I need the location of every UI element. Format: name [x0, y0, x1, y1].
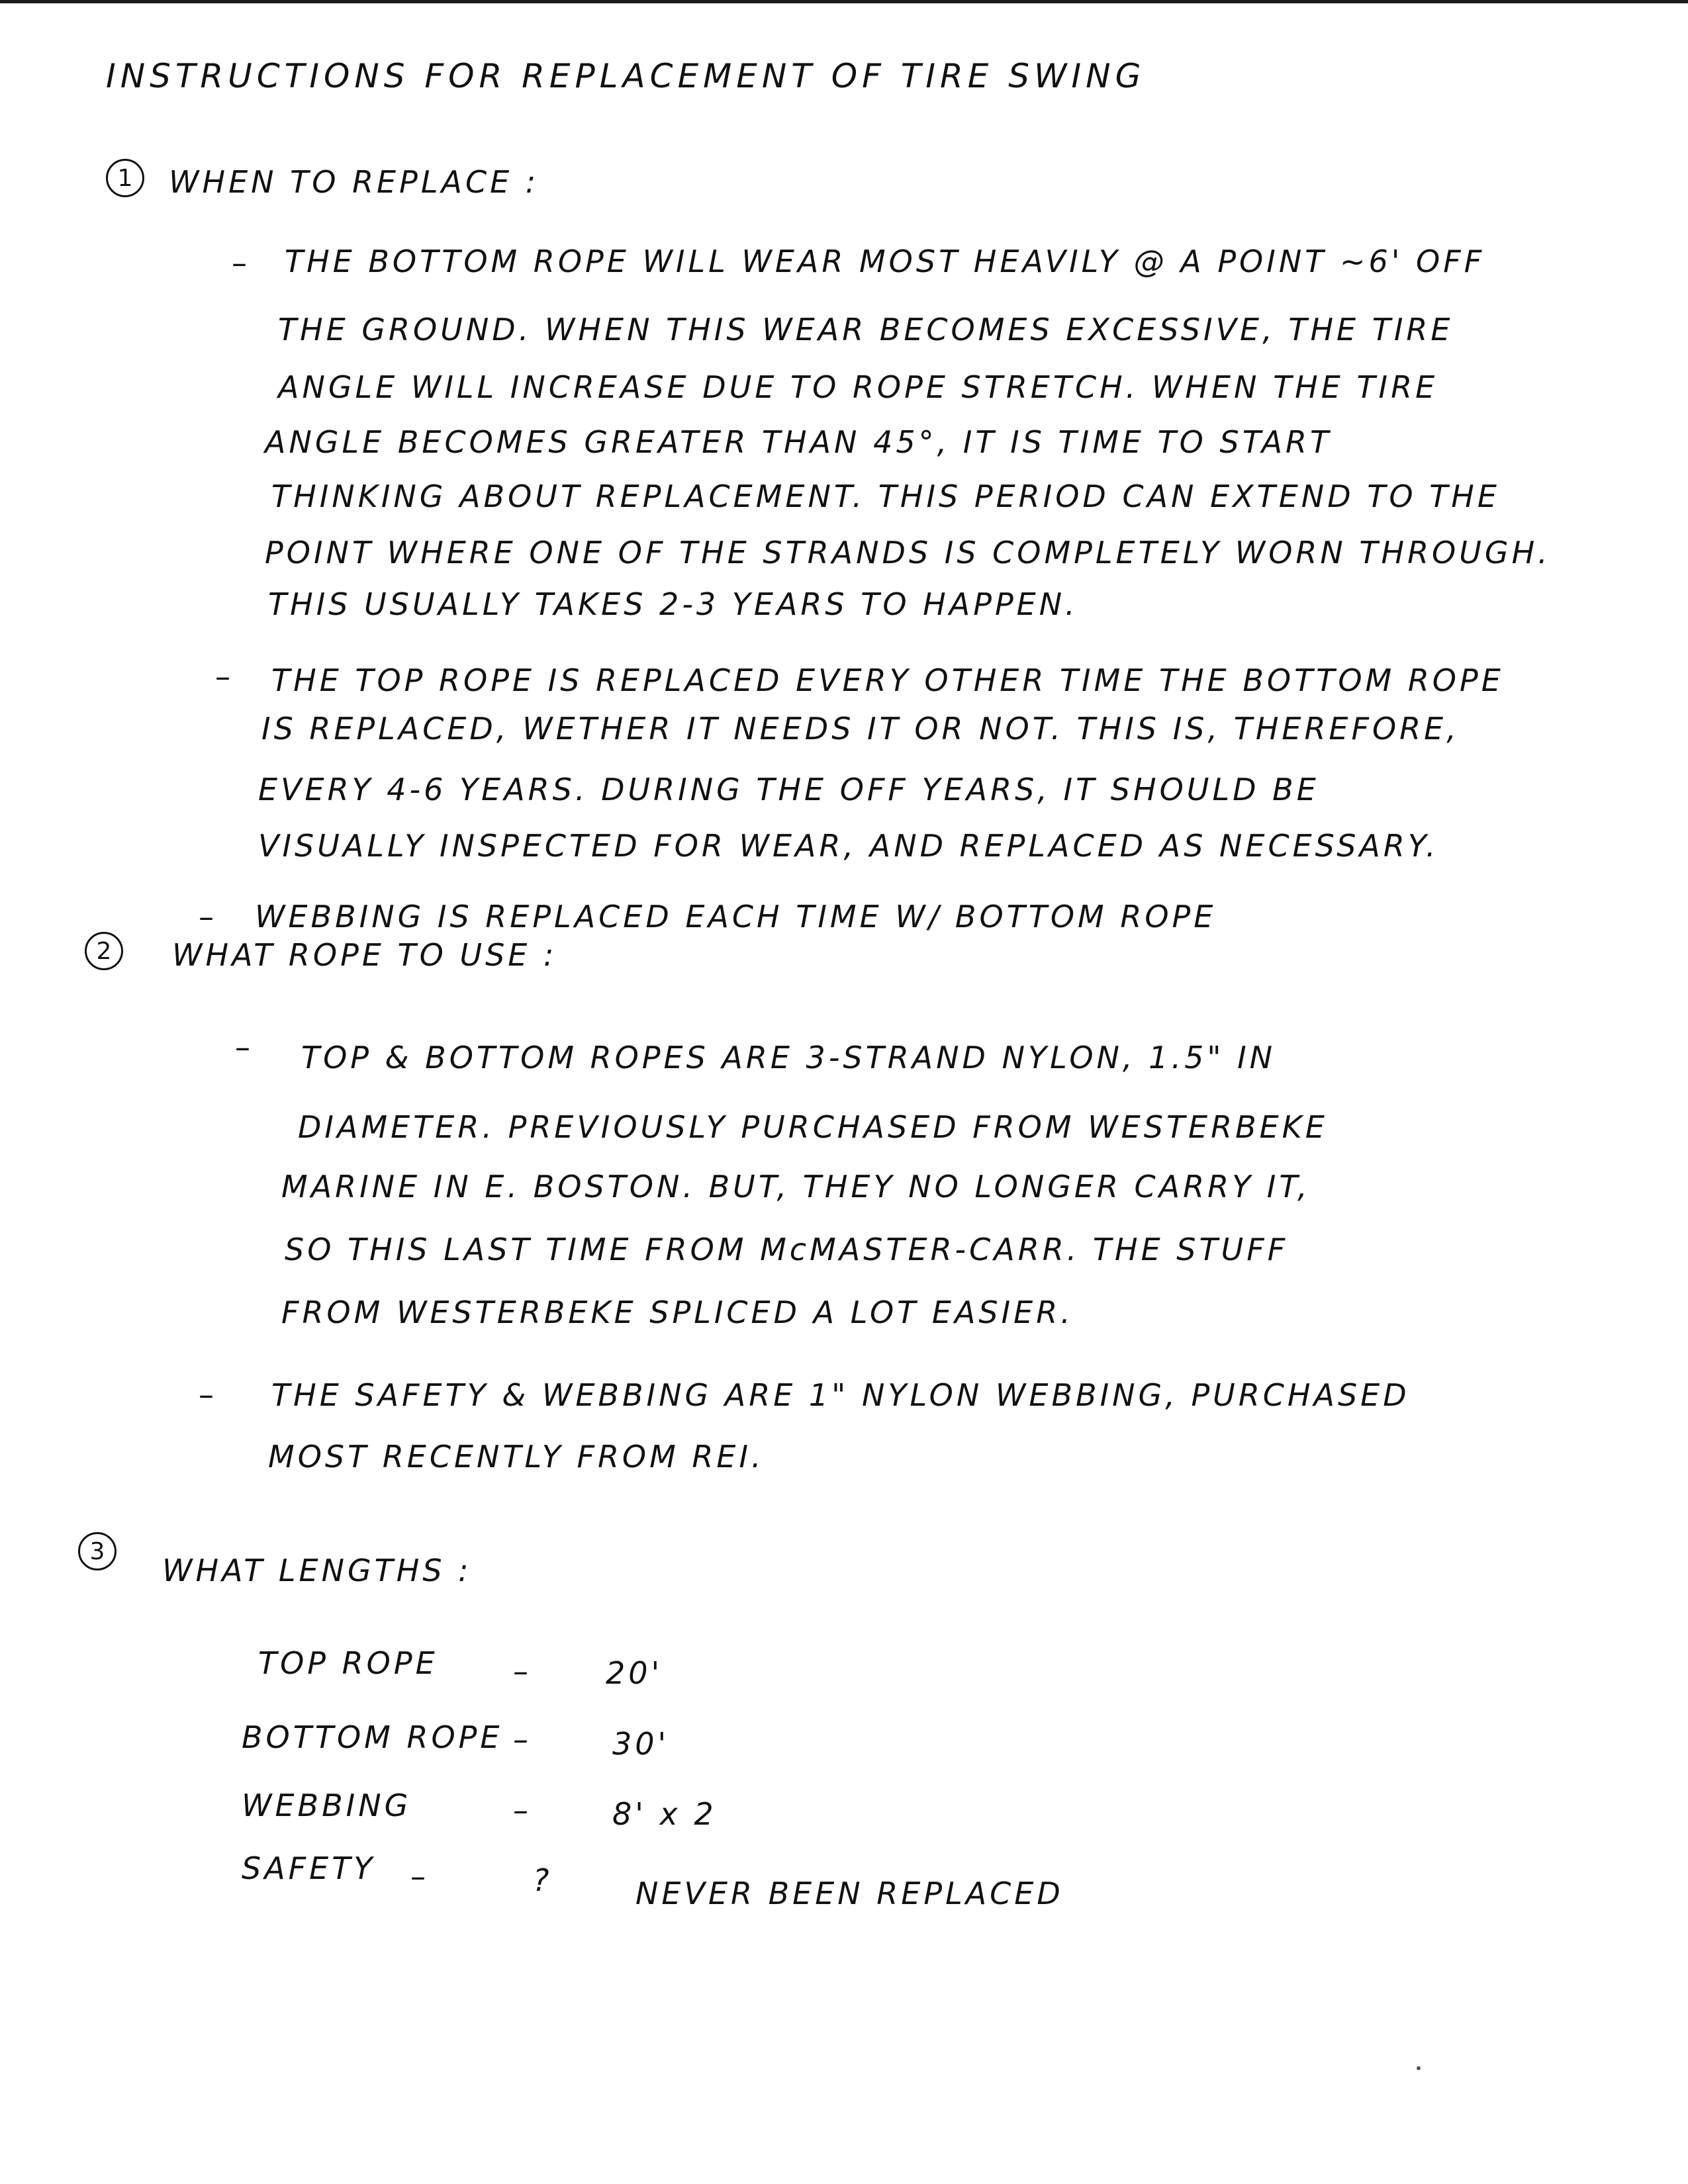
section-2-item-1-line-1: TOP & BOTTOM ROPES ARE 3-STRAND NYLON, 1.5" IN	[301, 1040, 1276, 1075]
section-2-item-1-dash: –	[235, 1029, 250, 1065]
section-1-item-1-line-2: THE GROUND. WHEN THIS WEAR BECOMES EXCESSIVE, THE TIRE	[278, 312, 1454, 347]
section-1-item-2-dash: –	[215, 659, 230, 694]
page-title: INSTRUCTIONS FOR REPLACEMENT OF TIRE SWING	[106, 57, 1146, 95]
section-2-item-2-line-1: THE SAFETY & WEBBING ARE 1" NYLON WEBBING, PURCHASED	[271, 1377, 1410, 1413]
section-1-item-2-line-2: IS REPLACED, WETHER IT NEEDS IT OR NOT. THIS IS, THEREFORE,	[261, 711, 1460, 747]
section-1-item-2-line-3: EVERY 4-6 YEARS. DURING THE OFF YEARS, IT SHOULD BE	[258, 772, 1319, 807]
length-item-top-rope: TOP ROPE	[258, 1645, 438, 1681]
section-1-item-1-line-7: THIS USUALLY TAKES 2-3 YEARS TO HAPPEN.	[268, 586, 1078, 622]
section-2-item-2-dash: –	[199, 1377, 214, 1412]
section-1-item-2-line-1: THE TOP ROPE IS REPLACED EVERY OTHER TIME THE BOTTOM ROPE	[271, 662, 1504, 698]
length-sep-webbing: –	[513, 1792, 532, 1828]
section-2-item-1-line-5: FROM WESTERBEKE SPLICED A LOT EASIER.	[281, 1295, 1074, 1330]
section-2-item-1-line-3: MARINE IN E. BOSTON. BUT, THEY NO LONGER CARRY IT,	[281, 1169, 1311, 1205]
length-item-bottom-rope: BOTTOM ROPE	[242, 1719, 503, 1755]
section-3-number: 3	[78, 1532, 117, 1570]
section-1-item-1-line-4: ANGLE BECOMES GREATER THAN 45°, IT IS TIME TO START	[265, 424, 1333, 460]
length-value-bottom-rope: 30'	[612, 1726, 670, 1762]
section-2-item-2-line-2: MOST RECENTLY FROM REI.	[268, 1439, 765, 1475]
scan-top-edge	[0, 0, 1688, 3]
length-sep-top-rope: –	[513, 1653, 532, 1689]
section-1-item-3-dash: –	[199, 899, 214, 934]
section-2-heading: WHAT ROPE TO USE :	[172, 937, 557, 973]
section-1-item-2-line-4: VISUALLY INSPECTED FOR WEAR, AND REPLACED AS NECESSARY.	[258, 828, 1439, 864]
section-1-item-1-line-5: THINKING ABOUT REPLACEMENT. THIS PERIOD CAN EXTEND TO THE	[271, 478, 1500, 514]
length-sep-bottom-rope: –	[513, 1721, 532, 1757]
length-value-webbing: 8' x 2	[612, 1796, 717, 1832]
length-item-safety: SAFETY	[242, 1850, 376, 1886]
length-sep-safety: –	[410, 1858, 429, 1894]
section-1-item-1-line-3: ANGLE WILL INCREASE DUE TO ROPE STRETCH. WHEN THE TIRE	[278, 369, 1438, 405]
section-1-number: 1	[106, 159, 144, 197]
length-value-safety: ?	[533, 1862, 553, 1898]
section-2-item-1-line-4: SO THIS LAST TIME FROM McMASTER-CARR. THE STUFF	[285, 1232, 1289, 1267]
section-1-item-1-line-1: THE BOTTOM ROPE WILL WEAR MOST HEAVILY @ A POINT ~6' OFF	[285, 244, 1485, 279]
length-value-top-rope: 20'	[606, 1655, 663, 1691]
section-1-item-1-line-6: POINT WHERE ONE OF THE STRANDS IS COMPLETELY WORN THROUGH.	[265, 535, 1551, 570]
length-item-webbing: WEBBING	[242, 1788, 412, 1823]
section-1-item-1-dash: –	[232, 245, 247, 281]
section-1-item-3-line-1: WEBBING IS REPLACED EACH TIME W/ BOTTOM ROPE	[255, 899, 1217, 934]
section-3-heading: WHAT LENGTHS :	[162, 1553, 472, 1588]
scan-speck	[1417, 2066, 1421, 2070]
section-2-number: 2	[85, 932, 123, 970]
length-note-safety: NEVER BEEN REPLACED	[635, 1876, 1064, 1911]
section-1-heading: WHEN TO REPLACE :	[169, 164, 539, 200]
section-2-item-1-line-2: DIAMETER. PREVIOUSLY PURCHASED FROM WESTERBEKE	[298, 1109, 1328, 1145]
